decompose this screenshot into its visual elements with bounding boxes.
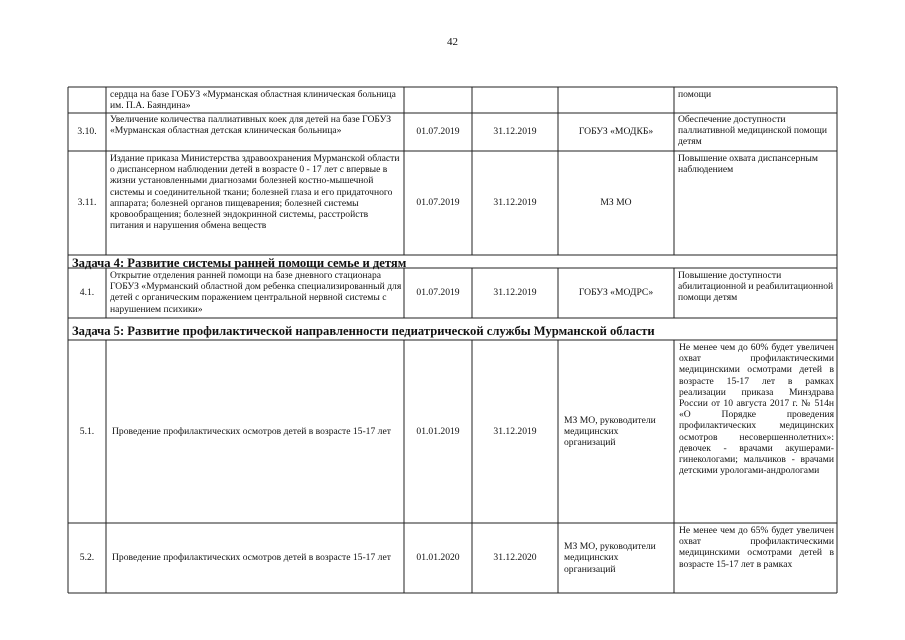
cell-description: Издание приказа Министерства здравоохранения Мурманской области о диспансерном наблюдении детей в возрасте 0 - 17 лет с впервые в жизни установленными диагнозами болезней костно-мышечной системы и соединительной ткани; болезней глаза и его придаточного аппарата; болезней органов пищеварения; болезней системы кровообращения; болезней эндокринной системы, расстройств питания и нарушения обмена веществ xyxy=(110,153,400,232)
cell-result: Не менее чем до 60% будет увеличен охват профилактическими медицинскими осмотрами детей в возрасте 15-17 лет в рамках реализации приказа Минздрава России от 10 августа 2017 г. № 514н «О Порядке проведения профилактических медицинских осмотров несовершеннолетних»: девочек - врачами акушерами-гинекологами; мальчиков - врачами детскими урологами-андрологами xyxy=(679,342,834,477)
cell-description: сердца на базе ГОБУЗ «Мурманская областная клиническая больница им. П.А. Баяндина» xyxy=(110,89,396,112)
cell-end-date: 31.12.2019 xyxy=(493,126,537,138)
cell-number: 3.11. xyxy=(77,197,97,209)
cell-result: Не менее чем до 65% будет увеличен охват профилактическими медицинскими осмотрами детей в возрасте 15-17 лет в рамках xyxy=(679,525,834,570)
cell-result: помощи xyxy=(678,89,712,100)
cell-executor: МЗ МО xyxy=(600,197,632,209)
cell-start-date: 01.01.2019 xyxy=(416,425,460,437)
task-heading: Задача 5: Развитие профилактической направленности педиатрической службы Мурманской области xyxy=(72,324,655,338)
cell-number: 5.2. xyxy=(79,552,95,564)
cell-executor: МЗ МО, руководители медицинских организаций xyxy=(564,541,656,575)
cell-start-date: 01.07.2019 xyxy=(416,126,460,138)
cell-description: Увеличение количества паллиативных коек для детей на базе ГОБУЗ «Мурманская областная детская клиническая больница» xyxy=(110,114,392,137)
cell-description: Открытие отделения ранней помощи на базе дневного стационара ГОБУЗ «Мурманский областной дом ребенка специализированный для детей с органическим поражением центральной нервной системы с нарушением психики» xyxy=(110,270,402,315)
cell-executor: ГОБУЗ «МОДРС» xyxy=(578,287,654,299)
cell-start-date: 01.01.2020 xyxy=(416,552,460,564)
cell-number: 5.1. xyxy=(79,425,95,437)
cell-executor: ГОБУЗ «МОДКБ» xyxy=(578,126,654,138)
cell-result: Повышение доступности абилитационной и реабилитационной помощи детям xyxy=(678,270,834,304)
cell-start-date: 01.07.2019 xyxy=(416,197,460,209)
cell-number: 4.1. xyxy=(79,287,95,299)
cell-start-date: 01.07.2019 xyxy=(416,287,460,299)
cell-end-date: 31.12.2019 xyxy=(493,197,537,209)
cell-executor: МЗ МО, руководители медицинских организаций xyxy=(564,414,656,449)
page-number: 42 xyxy=(447,36,458,48)
cell-end-date: 31.12.2020 xyxy=(493,552,537,564)
cell-number: 3.10. xyxy=(77,126,97,138)
cell-end-date: 31.12.2019 xyxy=(493,425,537,437)
cell-end-date: 31.12.2019 xyxy=(493,287,537,299)
cell-description: Проведение профилактических осмотров детей в возрасте 15-17 лет xyxy=(112,552,391,564)
cell-result: Обеспечение доступности паллиативной медицинской помощи детям xyxy=(678,114,828,148)
task-heading: Задача 4: Развитие системы ранней помощи семье и детям xyxy=(72,256,407,270)
cell-description: Проведение профилактических осмотров детей в возрасте 15-17 лет xyxy=(112,425,391,437)
cell-result: Повышение охвата диспансерным наблюдением xyxy=(678,153,818,176)
